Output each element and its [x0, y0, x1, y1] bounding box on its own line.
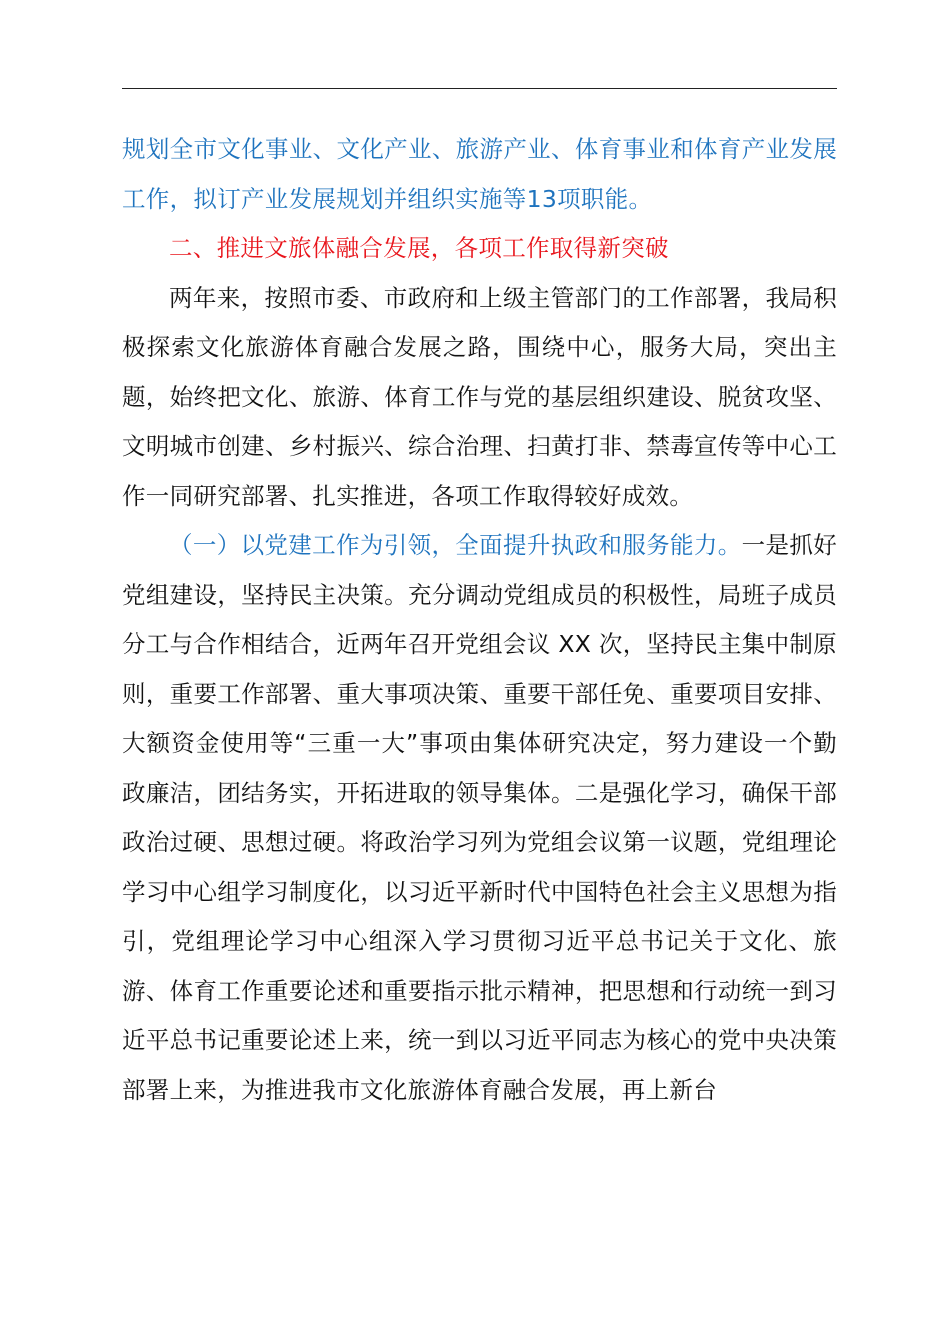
intro-paragraph — [122, 125, 837, 224]
subsection-heading-text: （一）以党建工作为引领，全面提升执政和服务能力。 — [169, 531, 742, 559]
body-paragraph-1 — [122, 274, 837, 522]
section-heading-text: 二、推进文旅体融合发展，各项工作取得新突破 — [169, 234, 669, 262]
intro-text: 规划全市文化事业、文化产业、旅游产业、体育事业和体育产业发展工作，拟订产业发展规划并组织实施等13项职能。 — [122, 135, 837, 213]
body-paragraph-1-text: 两年来，按照市委、市政府和上级主管部门的工作部署，我局积极探索文化旅游体育融合发展之路，围绕中心，服务大局，突出主题，始终把文化、旅游、体育工作与党的基层组织建设、脱贫攻坚、文明城市创建、乡村振兴、综合治理、扫黄打非、禁毒宣传等中心工作一同研究部署、扎实推进，各项工作取得较好成效。 — [122, 283, 837, 510]
document-body — [122, 125, 837, 1115]
section-heading — [122, 224, 837, 274]
header-rule — [122, 88, 837, 89]
body-paragraph-2 — [122, 521, 837, 1115]
body-paragraph-2-text: 一是抓好党组建设，坚持民主决策。充分调动党组成员的积极性，局班子成员分工与合作相结合，近两年召开党组会议 XX 次，坚持民主集中制原则，重要工作部署、重大事项决策、重要干部任免、重要项目安排、大额资金使用等“三重一大”事项由集体研究决定，努力建设一个勤政廉洁，团结务实，开拓进取的领导集体。二是强化学习，确保干部政治过硬、思想过硬。将政治学习列为党组会议第一议题，党组理论学习中心组学习制度化，以习近平新时代中国特色社会主义思想为指引，党组理论学习中心组深入学习贯彻习近平总书记关于文化、旅游、体育工作重要论述和重要指示批示精神，把思想和行动统一到习近平总书记重要论述上来，统一到以习近平同志为核心的党中央决策部署上来，为推进我市文化旅游体育融合发展，再上新台 — [122, 531, 838, 1104]
